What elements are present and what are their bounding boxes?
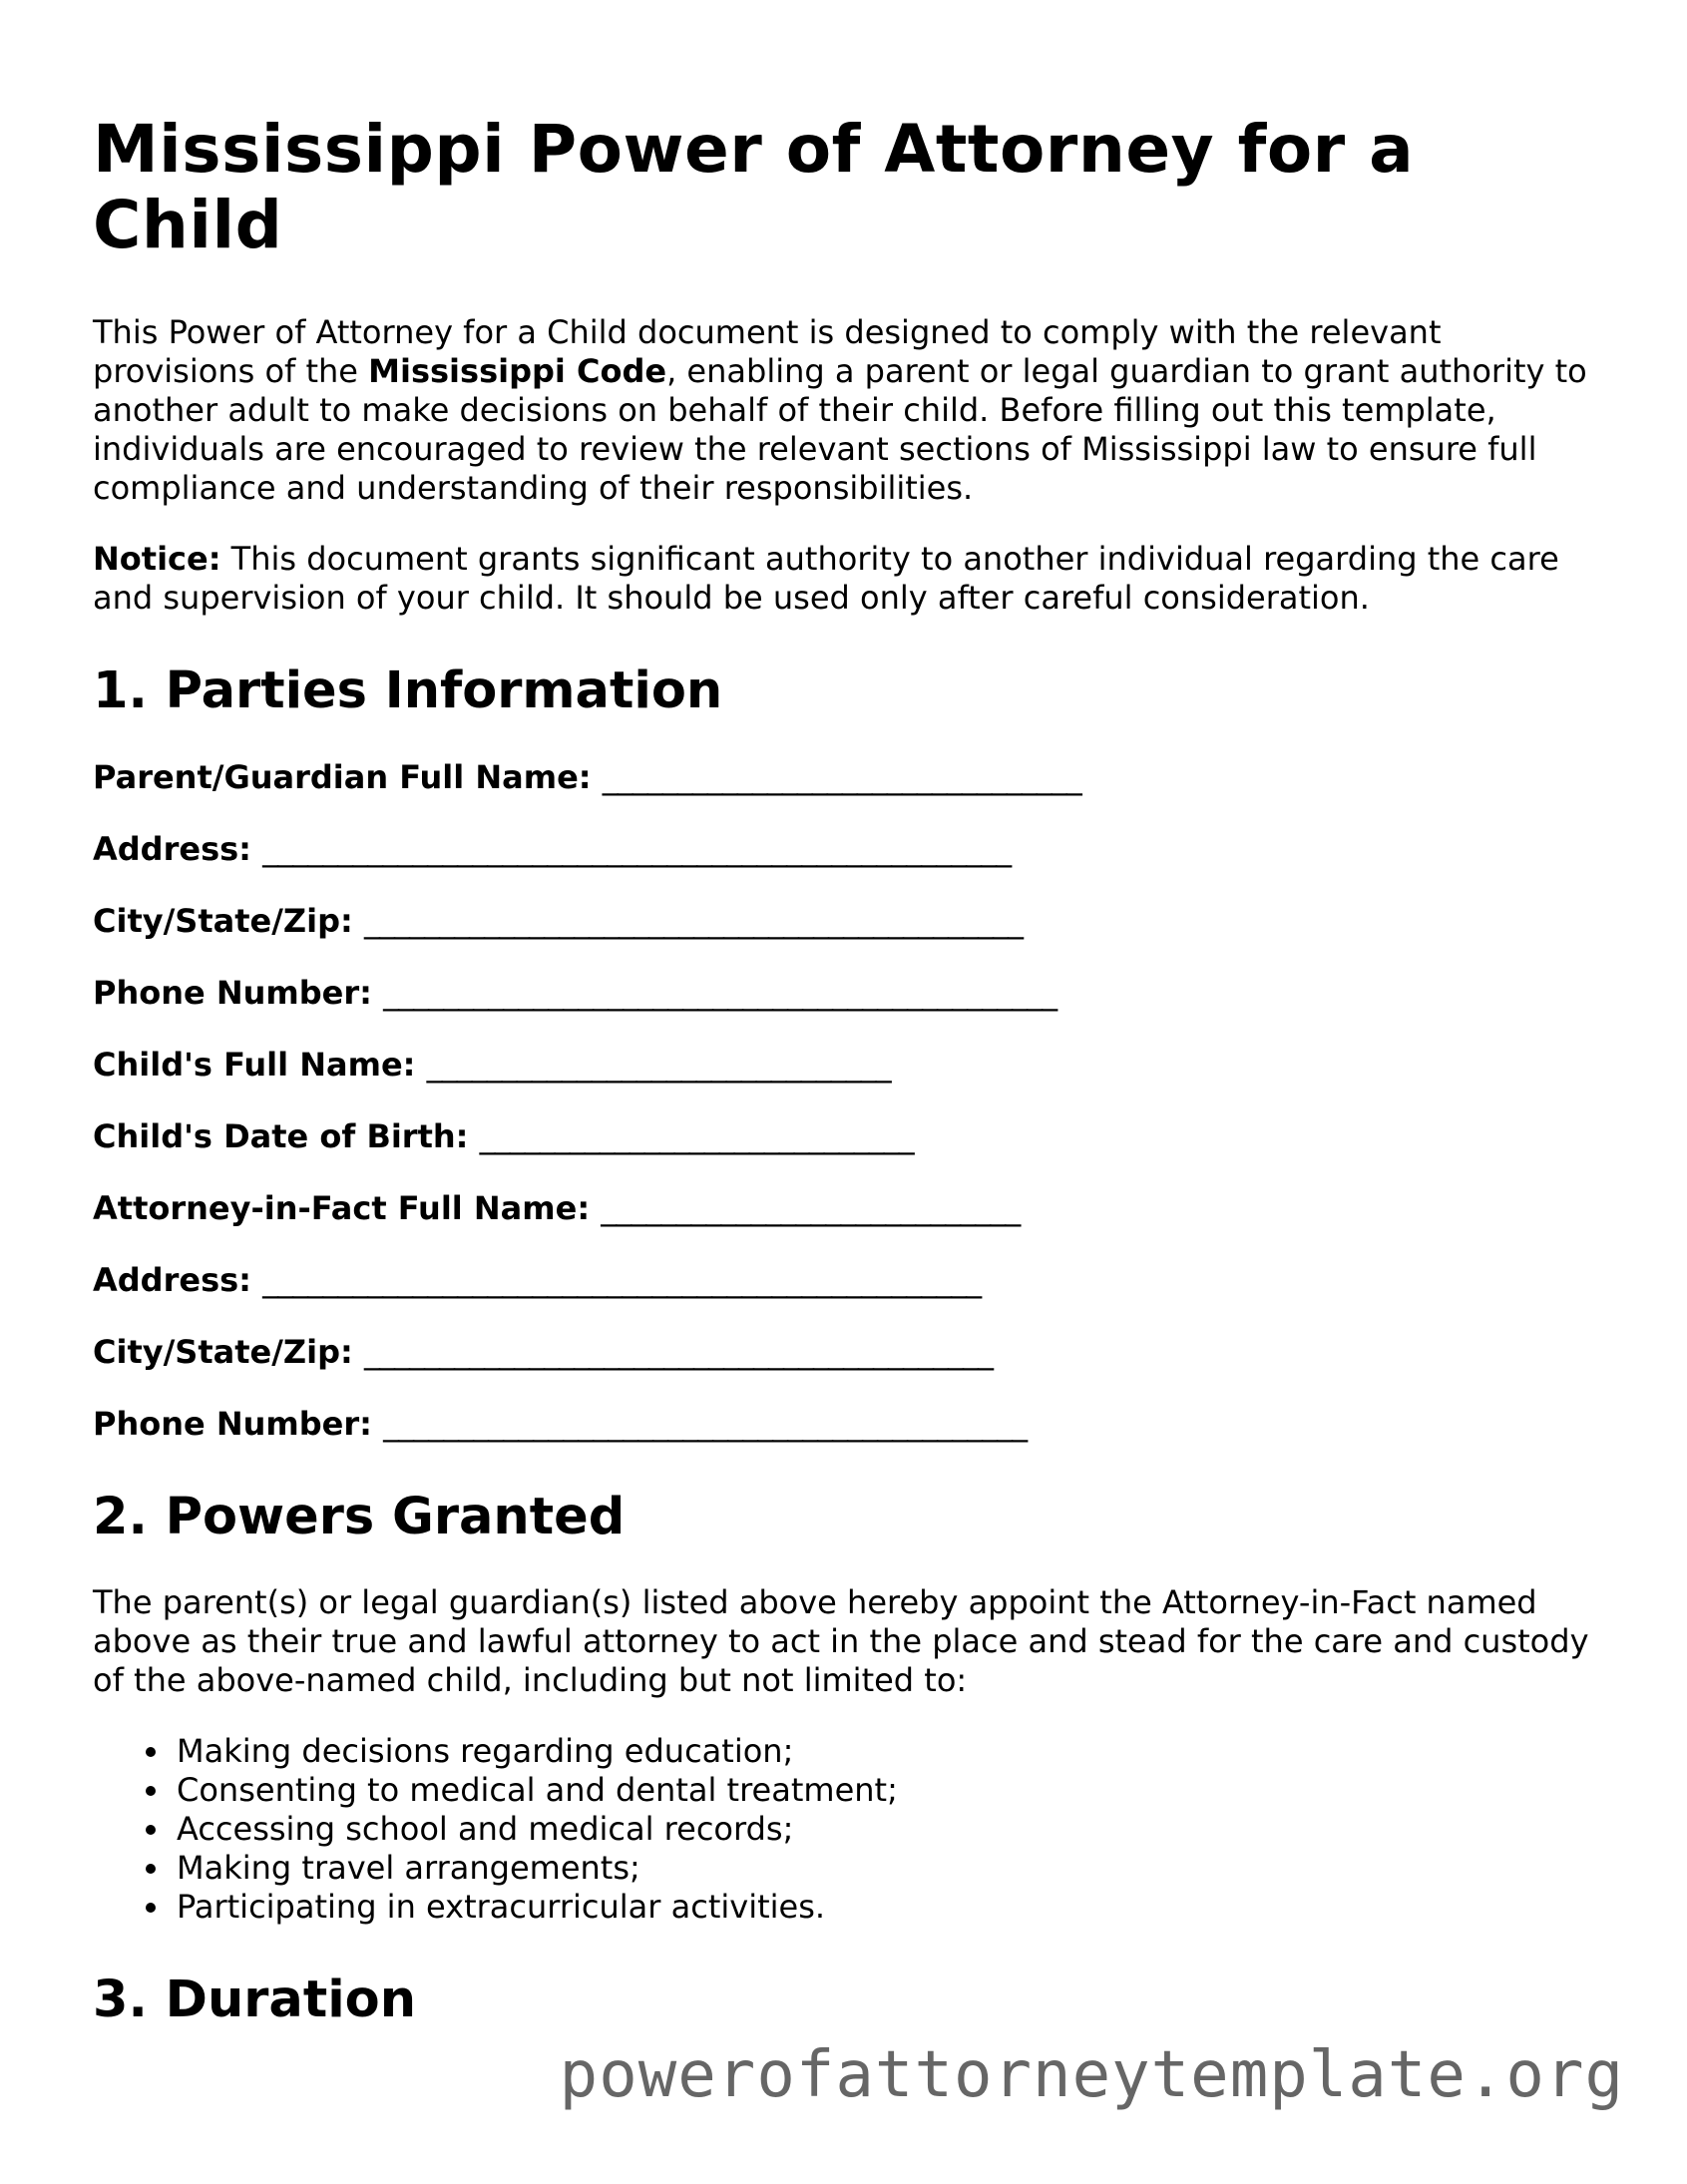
field-label: Address: <box>93 1261 251 1299</box>
field-label: Child's Date of Birth: <box>93 1117 469 1155</box>
section-heading-powers: 2. Powers Granted <box>93 1488 626 1546</box>
parent-phone-field[interactable] <box>93 973 1599 1013</box>
list-item: • Consenting to medical and dental treatment; <box>173 1771 1599 1810</box>
blank-line[interactable]: __________________________________________ <box>363 1333 993 1371</box>
blank-line[interactable]: ____________________________ <box>601 1189 1021 1227</box>
blank-line[interactable]: ___________________________________________ <box>383 1405 1028 1443</box>
document-title: Mississippi Power of Attorney for a Child <box>93 111 1415 263</box>
attorney-phone-field[interactable] <box>93 1404 1599 1444</box>
parent-name-field[interactable] <box>93 757 1599 797</box>
intro-text-end: , enabling a parent or legal guardian to grant authority to another adult to make decisions on behalf of their child. Before filling out this template, individuals are encouraged to review the relevant sections of Mississippi law to ensure full compliance and understanding of their responsibilities. <box>93 352 1587 507</box>
field-label: City/State/Zip: <box>93 902 353 940</box>
blank-line[interactable]: ________________________________________________ <box>262 1261 982 1299</box>
blank-line[interactable]: _____________________________________________ <box>383 974 1057 1012</box>
document-page <box>93 112 1599 2066</box>
powers-list <box>93 1732 1599 1927</box>
field-label: Child's Full Name: <box>93 1046 416 1084</box>
field-label: Address: <box>93 830 251 868</box>
parent-address-field[interactable] <box>93 829 1599 869</box>
field-label: Attorney-in-Fact Full Name: <box>93 1189 591 1227</box>
powers-paragraph: The parent(s) or legal guardian(s) listed above hereby appoint the Attorney-in-Fact named above as their true and lawful attorney to act in the place and stead for the care and custody of the above-named child, including but not limited to: <box>93 1583 1589 1699</box>
list-item: • Making travel arrangements; <box>173 1849 1599 1888</box>
field-label: Phone Number: <box>93 974 372 1012</box>
notice-label: Notice: <box>93 540 221 578</box>
field-label: Phone Number: <box>93 1405 372 1443</box>
blank-line[interactable]: ________________________________ <box>602 758 1081 796</box>
list-item: • Accessing school and medical records; <box>173 1810 1599 1849</box>
notice-text: This document grants significant authority to another individual regarding the care and supervision of your child. It should be used only after careful consideration. <box>93 540 1559 617</box>
blank-line[interactable]: _______________________________ <box>426 1046 891 1084</box>
child-dob-field[interactable] <box>93 1116 1599 1156</box>
intro-text-start: This Power of Attorney for a Child document is designed to comply with the relevant provisions of the <box>93 313 1442 390</box>
intro-bold-code: Mississippi Code <box>368 352 667 390</box>
attorney-city-state-zip-field[interactable] <box>93 1332 1599 1372</box>
field-label: Parent/Guardian Full Name: <box>93 758 592 796</box>
blank-line[interactable]: __________________________________________________ <box>262 830 1012 868</box>
intro-paragraph <box>93 313 1599 508</box>
attorney-name-field[interactable] <box>93 1188 1599 1228</box>
parent-city-state-zip-field[interactable] <box>93 901 1599 941</box>
blank-line[interactable]: ____________________________________________ <box>363 902 1023 940</box>
list-item: • Making decisions regarding education; <box>173 1732 1599 1771</box>
child-name-field[interactable] <box>93 1045 1599 1085</box>
attorney-address-field[interactable] <box>93 1260 1599 1300</box>
section-heading-duration: 3. Duration <box>93 1970 417 2029</box>
list-item: • Participating in extracurricular activities. <box>173 1888 1599 1927</box>
blank-line[interactable]: _____________________________ <box>479 1117 914 1155</box>
notice-paragraph <box>93 540 1599 618</box>
section-heading-parties: 1. Parties Information <box>93 661 723 720</box>
watermark-text: powerofattorneytemplate.org <box>559 2038 1624 2112</box>
field-label: City/State/Zip: <box>93 1333 353 1371</box>
